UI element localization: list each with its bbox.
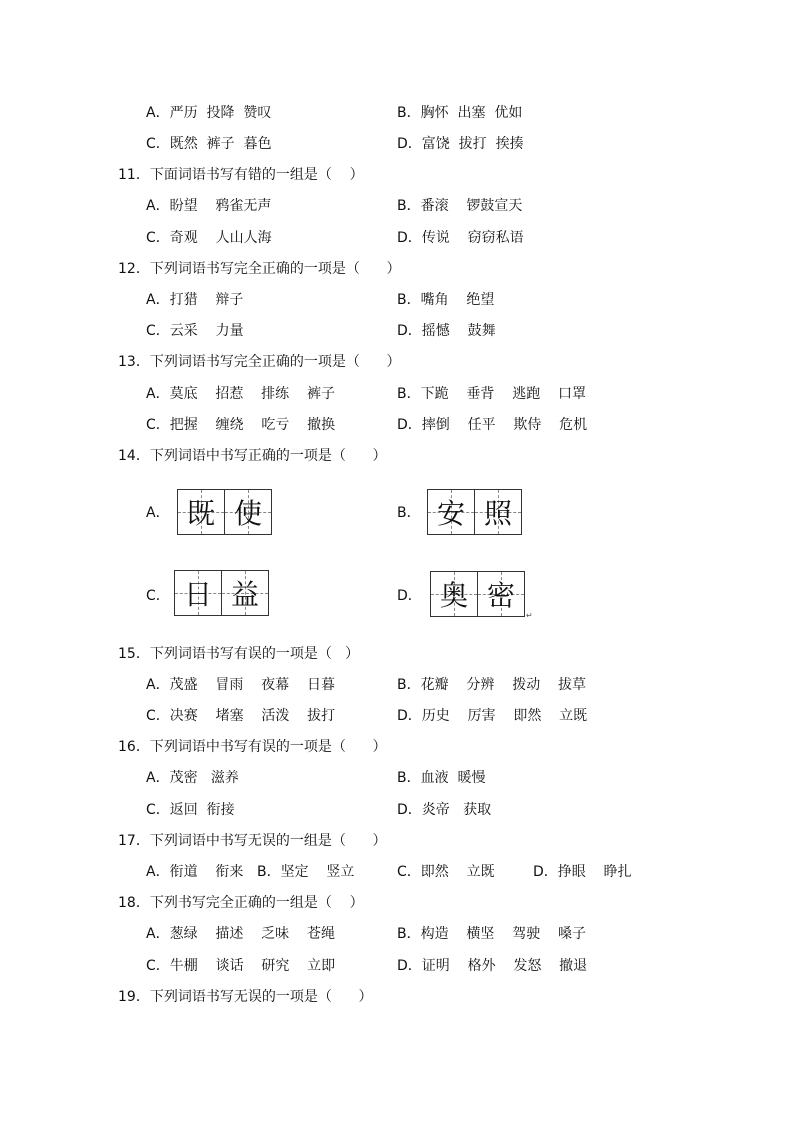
q10-option-b: B．胸怀 出塞 优如	[397, 105, 523, 121]
q15-option-c: C．决赛 堵塞 活泼 拔打	[146, 708, 336, 724]
q15-stem: 15．下列词语书写有误的一项是（ ）	[118, 646, 360, 662]
q17-option-a: A．衔道 衔来	[146, 864, 244, 880]
q14-grid-a	[177, 489, 272, 535]
q16-option-c: C．返回 衔接	[146, 802, 235, 818]
q11-option-b: B．番滚 锣鼓宣天	[397, 198, 523, 214]
q16-option-a: A．茂密 滋养	[146, 770, 239, 786]
q11-option-c: C．奇观 人山人海	[146, 230, 272, 246]
q17-stem: 17．下列词语中书写无误的一组是（ ）	[118, 833, 387, 849]
q14-label-b: B．	[397, 505, 421, 521]
q14-label-a: A．	[146, 505, 170, 521]
q16-option-d: D．炎帝 获取	[397, 802, 492, 818]
q14-grid-c	[174, 570, 269, 616]
q11-option-d: D．传说 窃窃私语	[397, 230, 524, 246]
q14-grid-c-cell-2: 益	[221, 571, 268, 615]
q14-grid-b-cell-2: 照	[474, 490, 521, 534]
q14-label-d: D．	[397, 588, 422, 604]
q11-stem: 11．下面词语书写有错的一组是（ ）	[118, 167, 364, 183]
q11-option-a: A．盼望 鸦雀无声	[146, 198, 272, 214]
q12-option-c: C．云采 力量	[146, 323, 244, 339]
q18-option-d: D．证明 格外 发怒 撤退	[397, 958, 588, 974]
q13-option-a: A．莫底 招惹 排练 裤子	[146, 386, 335, 402]
q12-option-a: A．打猎 辩子	[146, 292, 244, 308]
q14-grid-a-cell-2: 使	[224, 490, 271, 534]
q14-grid-d	[430, 571, 525, 617]
q16-stem: 16．下列词语中书写有误的一项是（ ）	[118, 739, 387, 755]
q12-stem: 12．下列词语书写完全正确的一项是（ ）	[118, 261, 401, 277]
q12-option-b: B．嘴角 绝望	[397, 292, 495, 308]
q10-option-a: A．严历 投降 赞叹	[146, 105, 272, 121]
q14-grid-c-cell-1: 日	[175, 571, 221, 615]
q14-grid-b-cell-1: 安	[428, 490, 474, 534]
q14-grid-d-cell-2: 密	[477, 572, 524, 616]
q15-option-d: D．历史 厉害 即然 立既	[397, 708, 588, 724]
q10-option-c: C．既然 裤子 暮色	[146, 136, 272, 152]
q18-stem: 18．下列书写完全正确的一组是（ ）	[118, 895, 364, 911]
q13-option-c: C．把握 缠绕 吃亏 撤换	[146, 417, 336, 433]
q14-label-c: C．	[146, 588, 170, 604]
q14-grid-d-cell-1: 奥	[431, 572, 477, 616]
q17-option-d: D．挣眼 睁扎	[533, 864, 632, 880]
q14-grid-b	[427, 489, 522, 535]
q14-stem: 14．下列词语中书写正确的一项是（ ）	[118, 448, 387, 464]
q15-option-a: A．茂盛 冒雨 夜幕 日暮	[146, 677, 335, 693]
q12-option-d: D．摇憾 鼓舞	[397, 323, 496, 339]
q15-option-b: B．花瓣 分辨 拨动 拔草	[397, 677, 587, 693]
q13-stem: 13．下列词语书写完全正确的一项是（ ）	[118, 354, 401, 370]
q16-option-b: B．血液 暖慢	[397, 770, 486, 786]
q13-option-d: D．摔倒 任平 欺侍 危机	[397, 417, 588, 433]
paragraph-mark: ↵	[526, 611, 533, 620]
q18-option-a: A．葱绿 描述 乏味 苍绳	[146, 926, 335, 942]
q14-grid-a-cell-1: 既	[178, 490, 224, 534]
q17-option-b: B．坚定 竖立	[257, 864, 355, 880]
q19-stem: 19．下列词语书写无误的一项是（ ）	[118, 989, 373, 1005]
q10-option-d: D．富饶 拔打 挨揍	[397, 136, 524, 152]
q18-option-c: C．牛棚 谈话 研究 立即	[146, 958, 336, 974]
q17-option-c: C．即然 立既	[397, 864, 495, 880]
q18-option-b: B．构造 横坚 驾驶 嗓子	[397, 926, 587, 942]
q13-option-b: B．下跪 垂背 逃跑 口罩	[397, 386, 587, 402]
